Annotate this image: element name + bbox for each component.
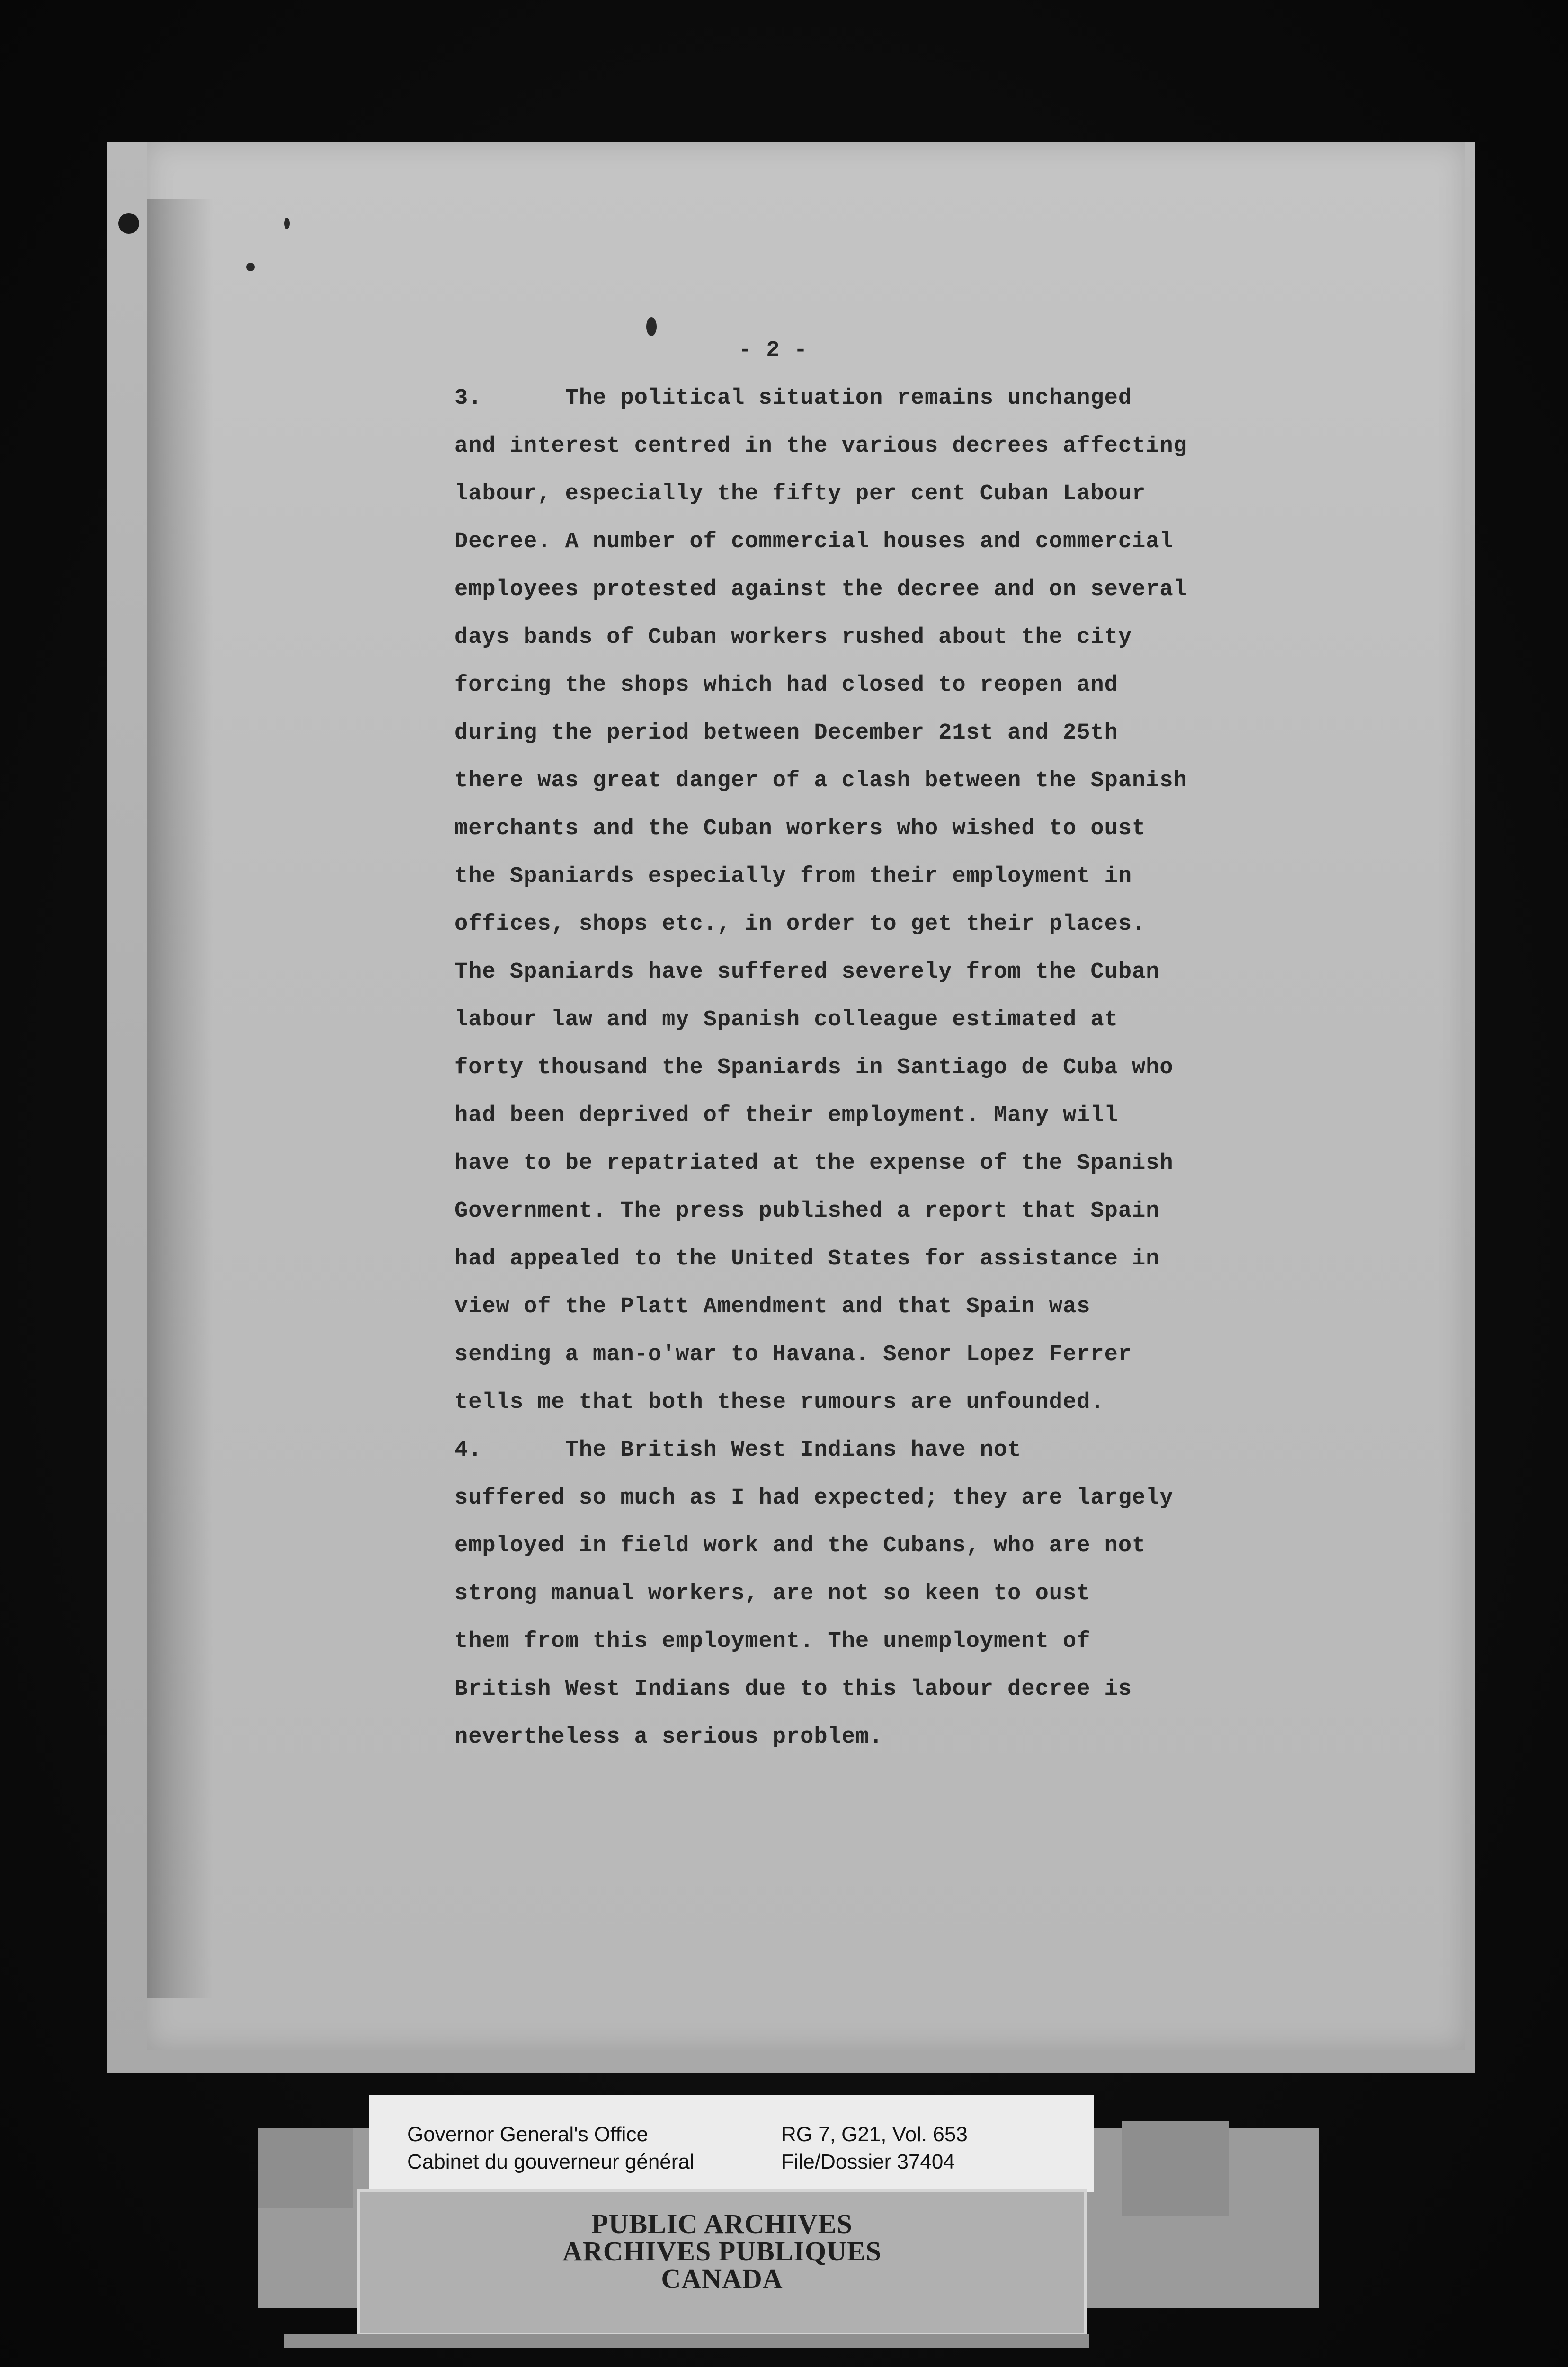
document-line: Government. The press published a report that Spain <box>454 1199 1160 1224</box>
document-line: view of the Platt Amendment and that Spain was <box>454 1294 1091 1319</box>
archive-reference <box>781 2121 968 2176</box>
punch-hole <box>118 213 139 234</box>
label-strip-tab-left <box>258 2128 353 2208</box>
document-line: sending a man-o'war to Havana. Senor Lopez Ferrer <box>454 1342 1132 1367</box>
archive-reference-label <box>369 2095 1094 2192</box>
archive-stamp <box>357 2189 1087 2336</box>
document-line: tells me that both these rumours are unfounded. <box>454 1390 1105 1415</box>
archive-stamp-text <box>360 2210 1084 2293</box>
document-line: employees protested against the decree and on several <box>454 577 1187 602</box>
document-line: strong manual workers, are not so keen to oust <box>454 1581 1091 1606</box>
document-line: The Spaniards have suffered severely from the Cuban <box>454 960 1160 985</box>
document-line: labour law and my Spanish colleague estimated at <box>454 1007 1118 1032</box>
document-line: suffered so much as I had expected; they are largely <box>454 1486 1174 1511</box>
document-line: there was great danger of a clash between the Spanish <box>454 768 1187 793</box>
document-line: had been deprived of their employment. Many will <box>454 1103 1118 1128</box>
document-line: during the period between December 21st and 25th <box>454 721 1118 746</box>
document-line: employed in field work and the Cubans, who are not <box>454 1533 1146 1558</box>
archive-office <box>407 2121 695 2176</box>
label-strip-tab-right <box>1122 2121 1229 2216</box>
document-line: days bands of Cuban workers rushed about the city <box>454 625 1132 650</box>
document-line: Decree. A number of commercial houses and commercial <box>454 529 1174 554</box>
office-english: Governor General's Office <box>407 2123 648 2146</box>
document-line: 4. The British West Indians have not <box>454 1438 1022 1463</box>
stamp-line-3: CANADA <box>661 2263 783 2294</box>
document-line: have to be repatriated at the expense of the Spanish <box>454 1151 1174 1176</box>
stamp-line-1: PUBLIC ARCHIVES <box>591 2208 853 2239</box>
document-line: labour, especially the fifty per cent Cuban Labour <box>454 481 1146 507</box>
document-line: the Spaniards especially from their employment in <box>454 864 1132 889</box>
document-line: merchants and the Cuban workers who wished to oust <box>454 816 1146 841</box>
document-line: them from this employment. The unemployment of <box>454 1629 1091 1654</box>
document-line: 3. The political situation remains unchanged <box>454 386 1132 411</box>
page-fold-shadow <box>147 199 213 1998</box>
stamp-base <box>284 2334 1089 2348</box>
document-line: had appealed to the United States for assistance in <box>454 1246 1160 1272</box>
document-line: forty thousand the Spaniards in Santiago de Cuba who <box>454 1055 1174 1080</box>
reference-number: RG 7, G21, Vol. 653 <box>781 2123 968 2146</box>
file-number: File/Dossier 37404 <box>781 2150 955 2173</box>
office-french: Cabinet du gouverneur général <box>407 2150 695 2173</box>
paper-speck <box>246 263 255 271</box>
document-body <box>454 327 1259 1761</box>
document-line: nevertheless a serious problem. <box>454 1725 883 1750</box>
document-line: forcing the shops which had closed to reopen and <box>454 673 1118 698</box>
document-line: and interest centred in the various decrees affecting <box>454 434 1187 459</box>
document-line: British West Indians due to this labour decree is <box>454 1677 1132 1702</box>
document-lines <box>454 374 1259 1761</box>
stamp-line-2: ARCHIVES PUBLIQUES <box>562 2236 882 2267</box>
paper-speck <box>284 218 290 229</box>
document-line: offices, shops etc., in order to get their places. <box>454 912 1146 937</box>
page-number: - 2 - <box>739 338 808 363</box>
